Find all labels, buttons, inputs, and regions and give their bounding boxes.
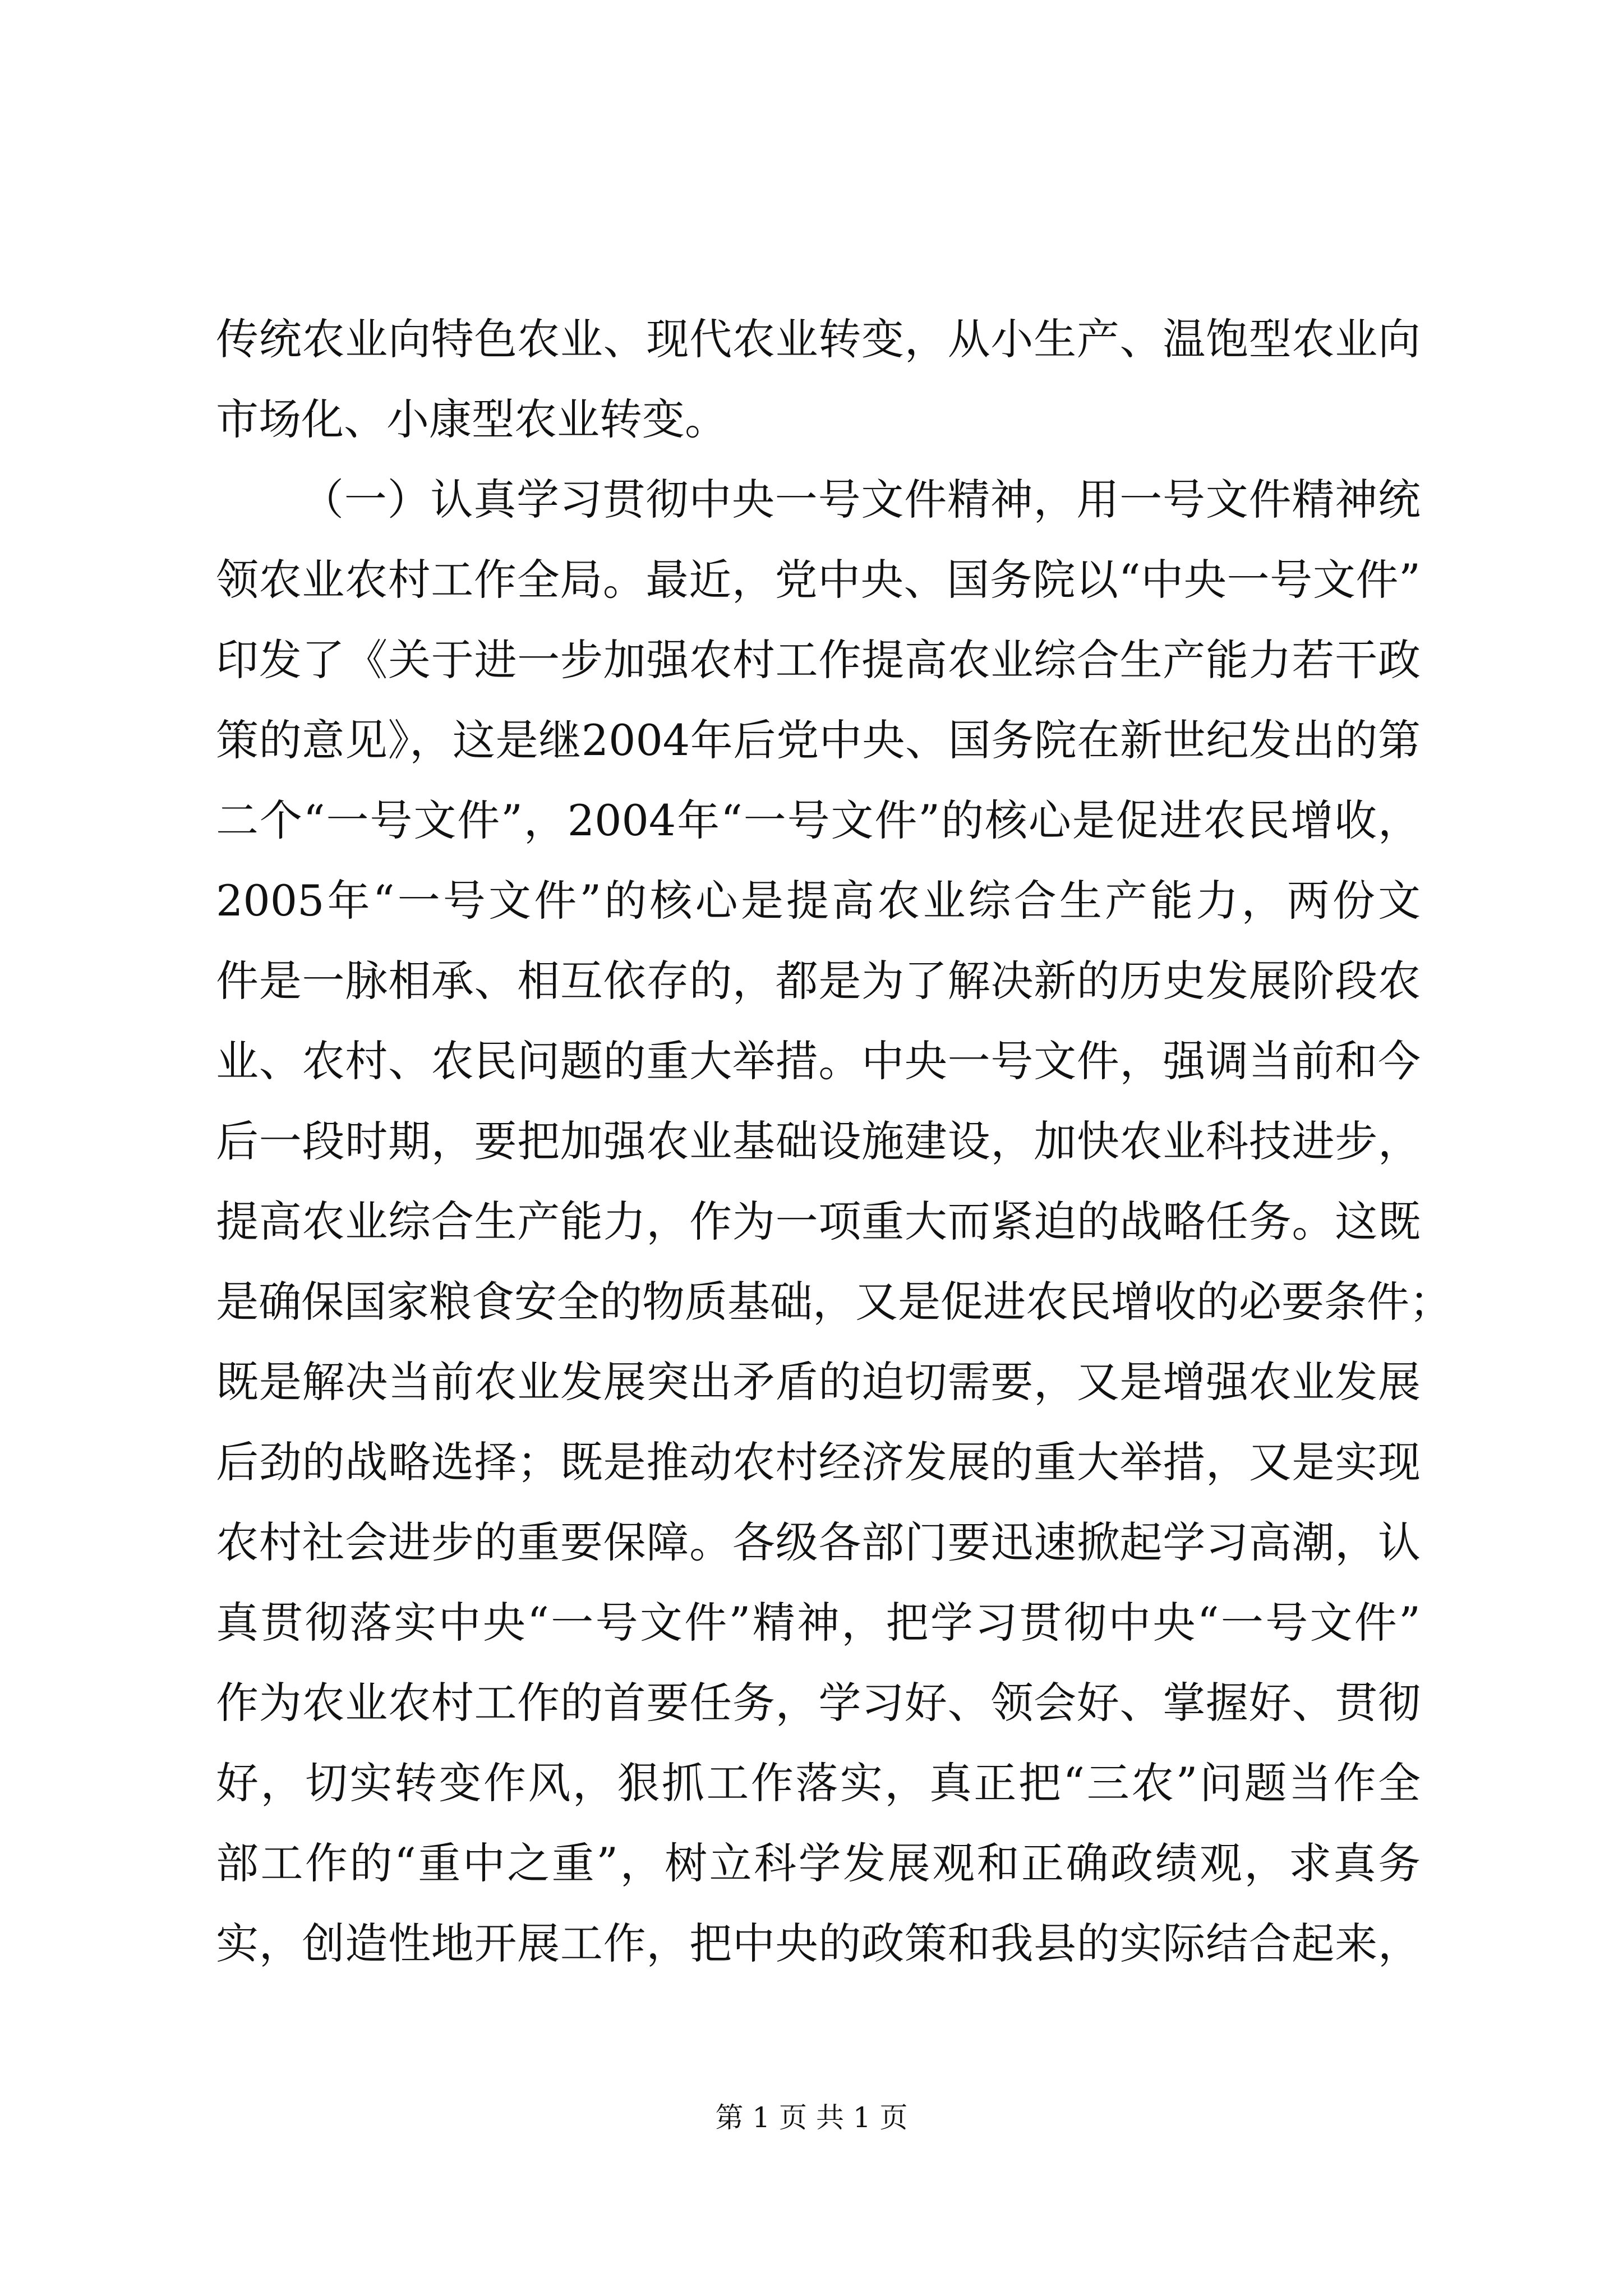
text-line: 印发了《关于进一步加强农村工作提高农业综合生产能力若干政 (216, 635, 1421, 685)
text-line: 真贯彻落实中央“一号文件”精神，把学习贯彻中央“一号文件” (216, 1598, 1421, 1648)
text-line: 部工作的“重中之重”，树立科学发展观和正确政绩观，求真务 (216, 1838, 1421, 1888)
text-line: 是确保国家粮食安全的物质基础，又是促进农民增收的必要条件； (216, 1277, 1452, 1327)
text-line: 农村社会进步的重要保障。各级各部门要迅速掀起学习高潮，认 (216, 1517, 1421, 1567)
text-line: 后一段时期，要把加强农业基础设施建设，加快农业科技进步， (216, 1116, 1421, 1166)
text-line: 好，切实转变作风，狠抓工作落实，真正把“三农”问题当作全 (216, 1758, 1421, 1808)
text-line: 提高农业综合生产能力，作为一项重大而紧迫的战略任务。这既 (216, 1197, 1421, 1246)
text-line: 业、农村、农民问题的重大举措。中央一号文件，强调当前和今 (216, 1036, 1421, 1086)
text-line: 件是一脉相承、相互依存的，都是为了解决新的历史发展阶段农 (216, 956, 1421, 1006)
text-line: 二个“一号文件”，2004年“一号文件”的核心是促进农民增收， (216, 795, 1421, 845)
text-line: 实，创造性地开展工作，把中央的政策和我县的实际结合起来， (216, 1918, 1421, 1968)
text-line: 市场化、小康型农业转变。 (216, 394, 727, 444)
text-line: 2005年“一号文件”的核心是提高农业综合生产能力，两份文 (216, 876, 1421, 926)
page-number-footer: 第 1 页 共 1 页 (715, 2101, 908, 2134)
text-line: 既是解决当前农业发展突出矛盾的迫切需要，又是增强农业发展 (216, 1357, 1421, 1407)
text-line: 领农业农村工作全局。最近，党中央、国务院以“中央一号文件” (216, 555, 1421, 605)
text-line: 策的意见》，这是继2004年后党中央、国务院在新世纪发出的第 (216, 715, 1421, 765)
text-line: 后劲的战略选择；既是推动农村经济发展的重大举措，又是实现 (216, 1437, 1421, 1487)
document-body (216, 299, 1452, 1984)
text-line: （一）认真学习贯彻中央一号文件精神，用一号文件精神统 (301, 475, 1421, 524)
text-line: 传统农业向特色农业、现代农业转变，从小生产、温饱型农业向 (216, 314, 1421, 364)
text-line: 作为农业农村工作的首要任务，学习好、领会好、掌握好、贯彻 (216, 1678, 1421, 1728)
